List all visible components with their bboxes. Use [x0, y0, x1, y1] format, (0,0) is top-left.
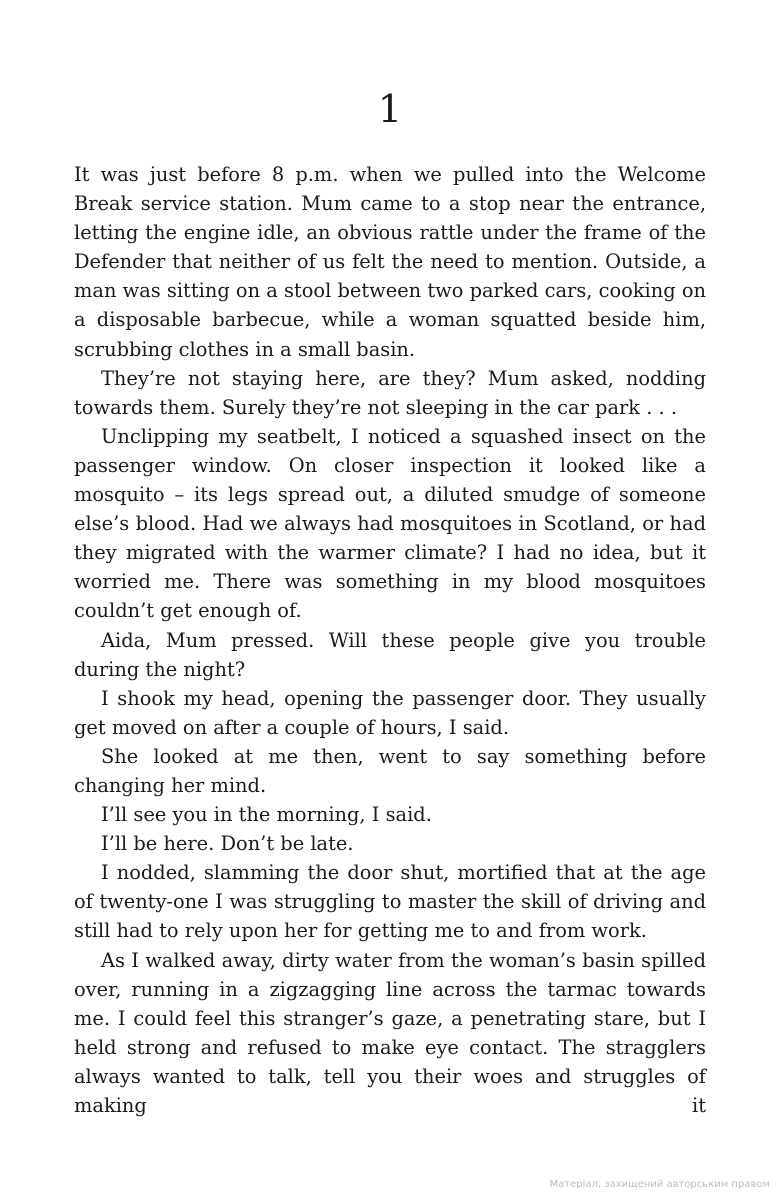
- copyright-watermark: Матеріал, захищений авторським правом: [549, 1179, 770, 1190]
- paragraph-3: Unclipping my seatbelt, I noticed a squashed insect on the passenger window. On closer inspection it looked like a mosquito – its legs spread out, a diluted smudge of someone else’s blood. Had we always had mosquitoes in Scotland, or had they migrated with the warmer climate? I had no idea, but it worried me. There was something in my blood mosquitoes couldn’t get enough of.: [74, 424, 706, 623]
- paragraph-9: I nodded, slamming the door shut, mortified that at the age of twenty-one I was struggling to master the skill of driving and still had to rely upon her for getting me to and from work.: [74, 861, 706, 943]
- paragraph-7: I’ll see you in the morning, I said.: [101, 803, 432, 827]
- paragraph-4: Aida, Mum pressed. Will these people give you trouble during the night?: [74, 628, 706, 681]
- paragraph-6: She looked at me then, went to say something before changing her mind.: [74, 744, 706, 797]
- book-page: [74, 0, 706, 1200]
- paragraph-10: As I walked away, dirty water from the woman’s basin spilled over, running in a zigzagging line across the tarmac towards me. I could feel this stranger’s gaze, a penetrating stare, but I held strong and refused to make eye contact. The stragglers always wanted to talk, tell you their woes and struggles of making it: [74, 948, 706, 1117]
- paragraph-1: It was just before 8 p.m. when we pulled into the Welcome Break service station. Mum came to a stop near the entrance, letting the engine idle, an obvious rattle under the frame of the Defender that neither of us felt the need to mention. Outside, a man was sitting on a stool between two parked cars, cooking on a disposable barbecue, while a woman squatted beside him, scrubbing clothes in a small basin.: [74, 163, 706, 361]
- paragraph-2: They’re not staying here, are they? Mum asked, nodding towards them. Surely they’re not sleeping in the car park . . .: [74, 366, 706, 419]
- paragraph-8: I’ll be here. Don’t be late.: [101, 832, 354, 856]
- paragraph-5: I shook my head, opening the passenger door. They usually get moved on after a couple of hours, I said.: [74, 686, 706, 739]
- chapter-body: [74, 160, 706, 1120]
- chapter-number: 1: [377, 87, 403, 131]
